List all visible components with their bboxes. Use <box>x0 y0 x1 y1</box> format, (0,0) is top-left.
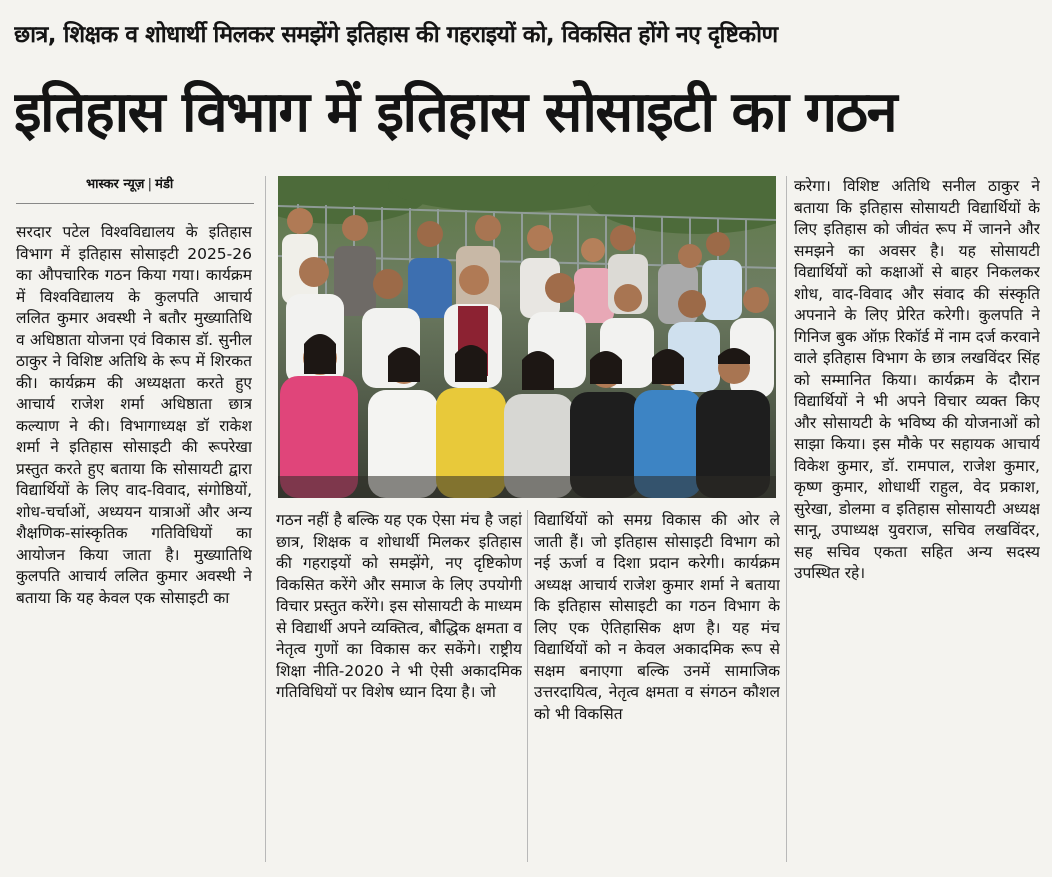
column-divider <box>786 176 787 862</box>
column-divider <box>265 176 266 862</box>
article-text: करेगा। विशिष्ट अतिथि सनील ठाकुर ने बताया कि इतिहास सोसायटी विद्यार्थियों के लिए इतिहास को जीवंत रूप में जानने और समझने का अवसर है। यह सोसायटी विद्यार्थियों को कक्षाओं से बाहर निकलकर शोध, वाद-विवाद और संवाद की संस्कृति अपनाने के लिए प्रेरित करेगी। कुलपति ने गिनिज बुक ऑफ़ रिकॉर्ड में नाम दर्ज करवाने वाले इतिहास विभाग के छात्र लखविंदर सिंह को सम्मानित किया। कार्यक्रम के दौरान विद्यार्थियों ने भी अपने विचार व्यक्त किए और सोसायटी के भविष्य की योजनाओं को साझा किया। इस मौके पर सहायक आचार्य विकेश कुमार, डॉ. रामपाल, राजेश कुमार, कृष्ण कुमार, शोधार्थी राहुल, वेद प्रकाश, सुरेखा, डोलमा व इतिहास सोसायटी अध्यक्ष सानू, उपाध्यक्ष युवराज, सचिव लखविंदर, सह सचिव एकता सहित अन्य सदस्य उपस्थित रहे। <box>794 177 1040 582</box>
article-text: सरदार पटेल विश्वविद्यालय के इतिहास विभाग में इतिहास सोसाइटी 2025-26 का औपचारिक गठन किया गया। कार्यक्रम में विश्वविद्यालय के कुलपति आचार्य ललित कुमार अवस्थी ने बतौर मुख्यातिथि व अधिष्ठाता योजना एवं विकास डॉ. सुनील ठाकुर ने विशिष्ट अतिथि के रूप में शिरकत की। कार्यक्रम की अध्यक्षता करते हुए आचार्य राजेश शर्मा अधिष्ठाता छात्र कल्याण ने की। विभागाध्यक्ष डॉ राकेश शर्मा ने इतिहास सोसाइटी की रूपरेखा प्रस्तुत करते हुए बताया कि सोसायटी द्वारा विद्यार्थियों के लिए वाद-विवाद, संगोष्ठियों, शोध-चर्चाओं, अध्ययन यात्राओं और अन्य शैक्षणिक-सांस्कृतिक गतिविधियों का आयोजन किया जाता है। मुख्यातिथि कुलपति आचार्य ललित कुमार अवस्थी ने बताया कि यह केवल एक सोसाइटी का <box>16 223 252 607</box>
byline-rule <box>16 203 254 204</box>
group-photo-illustration <box>278 176 776 498</box>
ground-shadow <box>278 476 776 498</box>
main-headline: इतिहास विभाग में इतिहास सोसाइटी का गठन <box>14 80 897 145</box>
kicker-headline: छात्र, शिक्षक व शोधार्थी मिलकर समझेंगे इतिहास की गहराइयों को, विकसित होंगे नए दृष्टिकोण <box>14 22 778 48</box>
byline <box>86 176 256 194</box>
article-text: विद्यार्थियों को समग्र विकास की ओर ले जाती हैं। जो इतिहास सोसाइटी विभाग को नई ऊर्जा व दिशा प्रदान करेगी। कार्यक्रम अध्यक्ष आचार्य राजेश कुमार शर्मा ने बताया कि इतिहास सोसाइटी का गठन विभाग के लिए एक ऐतिहासिक क्षण है। यह मंच विद्यार्थियों को न केवल अकादमिक रूप से सक्षम बनाएगा बल्कि उनमें सामाजिक उत्तरदायित्व, नेतृत्व क्षमता व संगठन कौशल को भी विकसित <box>534 511 780 723</box>
column-divider <box>527 510 528 862</box>
byline-source: भास्कर न्यूज़ <box>86 177 145 192</box>
article-column-3 <box>534 510 780 860</box>
article-column-2 <box>276 510 522 860</box>
byline-place: मंडी <box>155 177 174 192</box>
byline-separator: | <box>147 177 153 192</box>
group-photo <box>278 176 776 498</box>
article-column-1 <box>16 222 252 862</box>
article-text: गठन नहीं है बल्कि यह एक ऐसा मंच है जहां छात्र, शिक्षक व शोधार्थी मिलकर इतिहास की गहराइयों को समझेंगे, नए दृष्टिकोण विकसित करेंगे और समाज के लिए उपयोगी विचार प्रस्तुत करेंगे। इस सोसायटी के माध्यम से विद्यार्थी अपने व्यक्तित्व, बौद्धिक क्षमता व नेतृत्व गुणों का विकास कर सकेंगे। राष्ट्रीय शिक्षा नीति-2020 ने भी ऐसी अकादमिक गतिविधियों पर विशेष ध्यान दिया है। जो <box>276 511 522 701</box>
article-column-4 <box>794 176 1040 862</box>
